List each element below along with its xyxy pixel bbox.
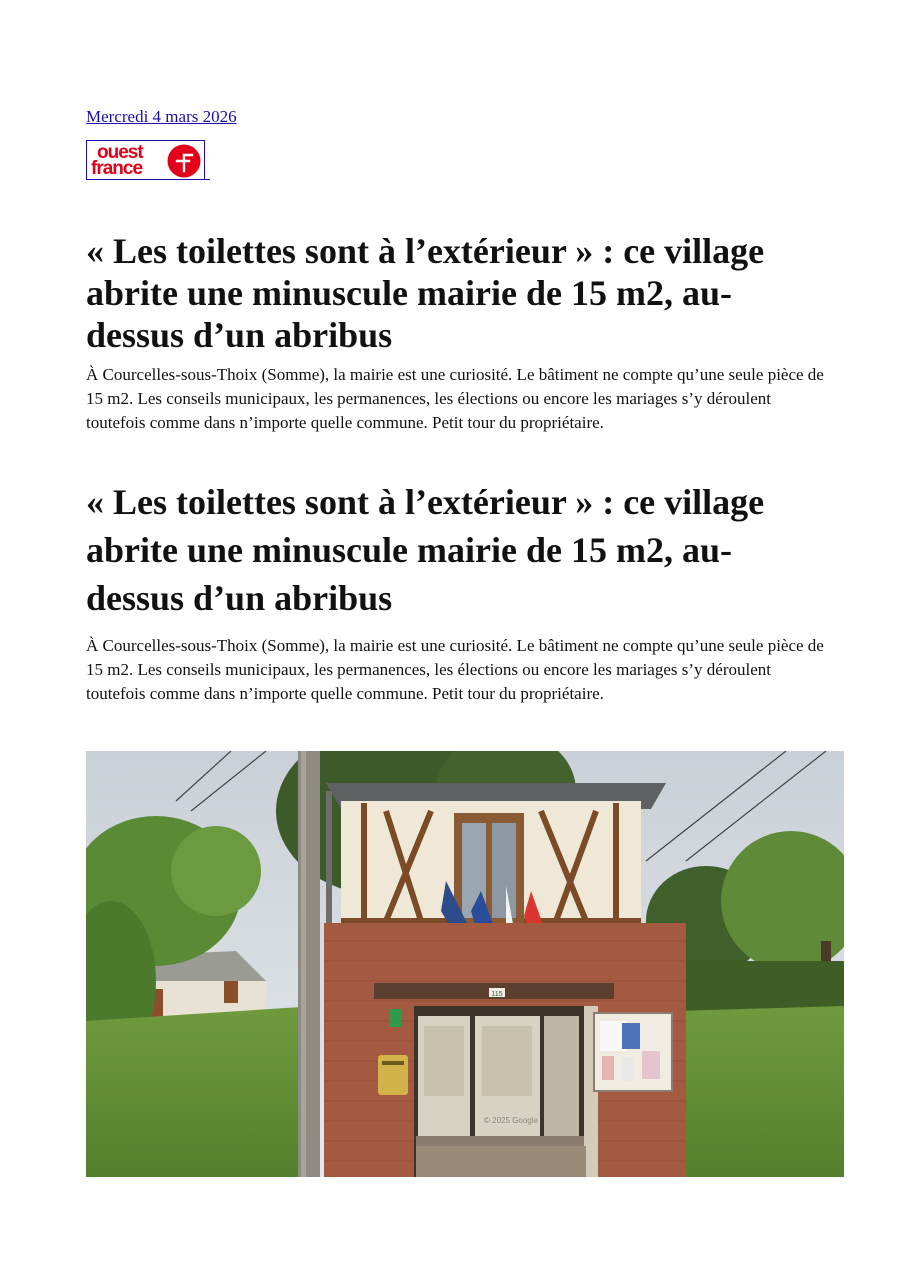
town-hall-photo [86, 751, 844, 1177]
logo-word-france: france [91, 158, 143, 179]
ouest-france-logo [86, 140, 205, 180]
article-title: « Les toilettes sont à l’extérieur » : ce village abrite une minuscule mairie de 15 m2, au-dessus d’un abribus [86, 231, 765, 355]
article-lede-repeat: À Courcelles-sous-Thoix (Somme), la mairie est une curiosité. Le bâtiment ne compte qu’une seule pièce de 15 m2. Les conseils municipaux, les permanences, les élections ou encore les mariages s’y déroulent toutefois comme dans n’importe quelle commune. Petit tour du propriétaire. [86, 636, 824, 703]
article-title-repeat: « Les toilettes sont à l’extérieur » : ce village abrite une minuscule mairie de 15 m2, au-dessus d’un abribus [86, 482, 765, 618]
date-link[interactable]: Mercredi 4 mars 2026 [86, 107, 237, 126]
logo-word-ouest: ouest [97, 142, 143, 163]
article-lede: À Courcelles-sous-Thoix (Somme), la mairie est une curiosité. Le bâtiment ne compte qu’une seule pièce de 15 m2. Les conseils municipaux, les permanences, les élections ou encore les mariages s’y déroulent toutefois comme dans n’importe quelle commune. Petit tour du propriétaire. [86, 365, 824, 432]
bus-stop-sign: 115 [491, 991, 503, 998]
image-watermark: © 2025 Google [484, 1116, 538, 1125]
ouest-france-logo-link[interactable] [86, 140, 210, 180]
town-hall-illustration [86, 751, 844, 1177]
logo-circle-icon [167, 144, 201, 178]
